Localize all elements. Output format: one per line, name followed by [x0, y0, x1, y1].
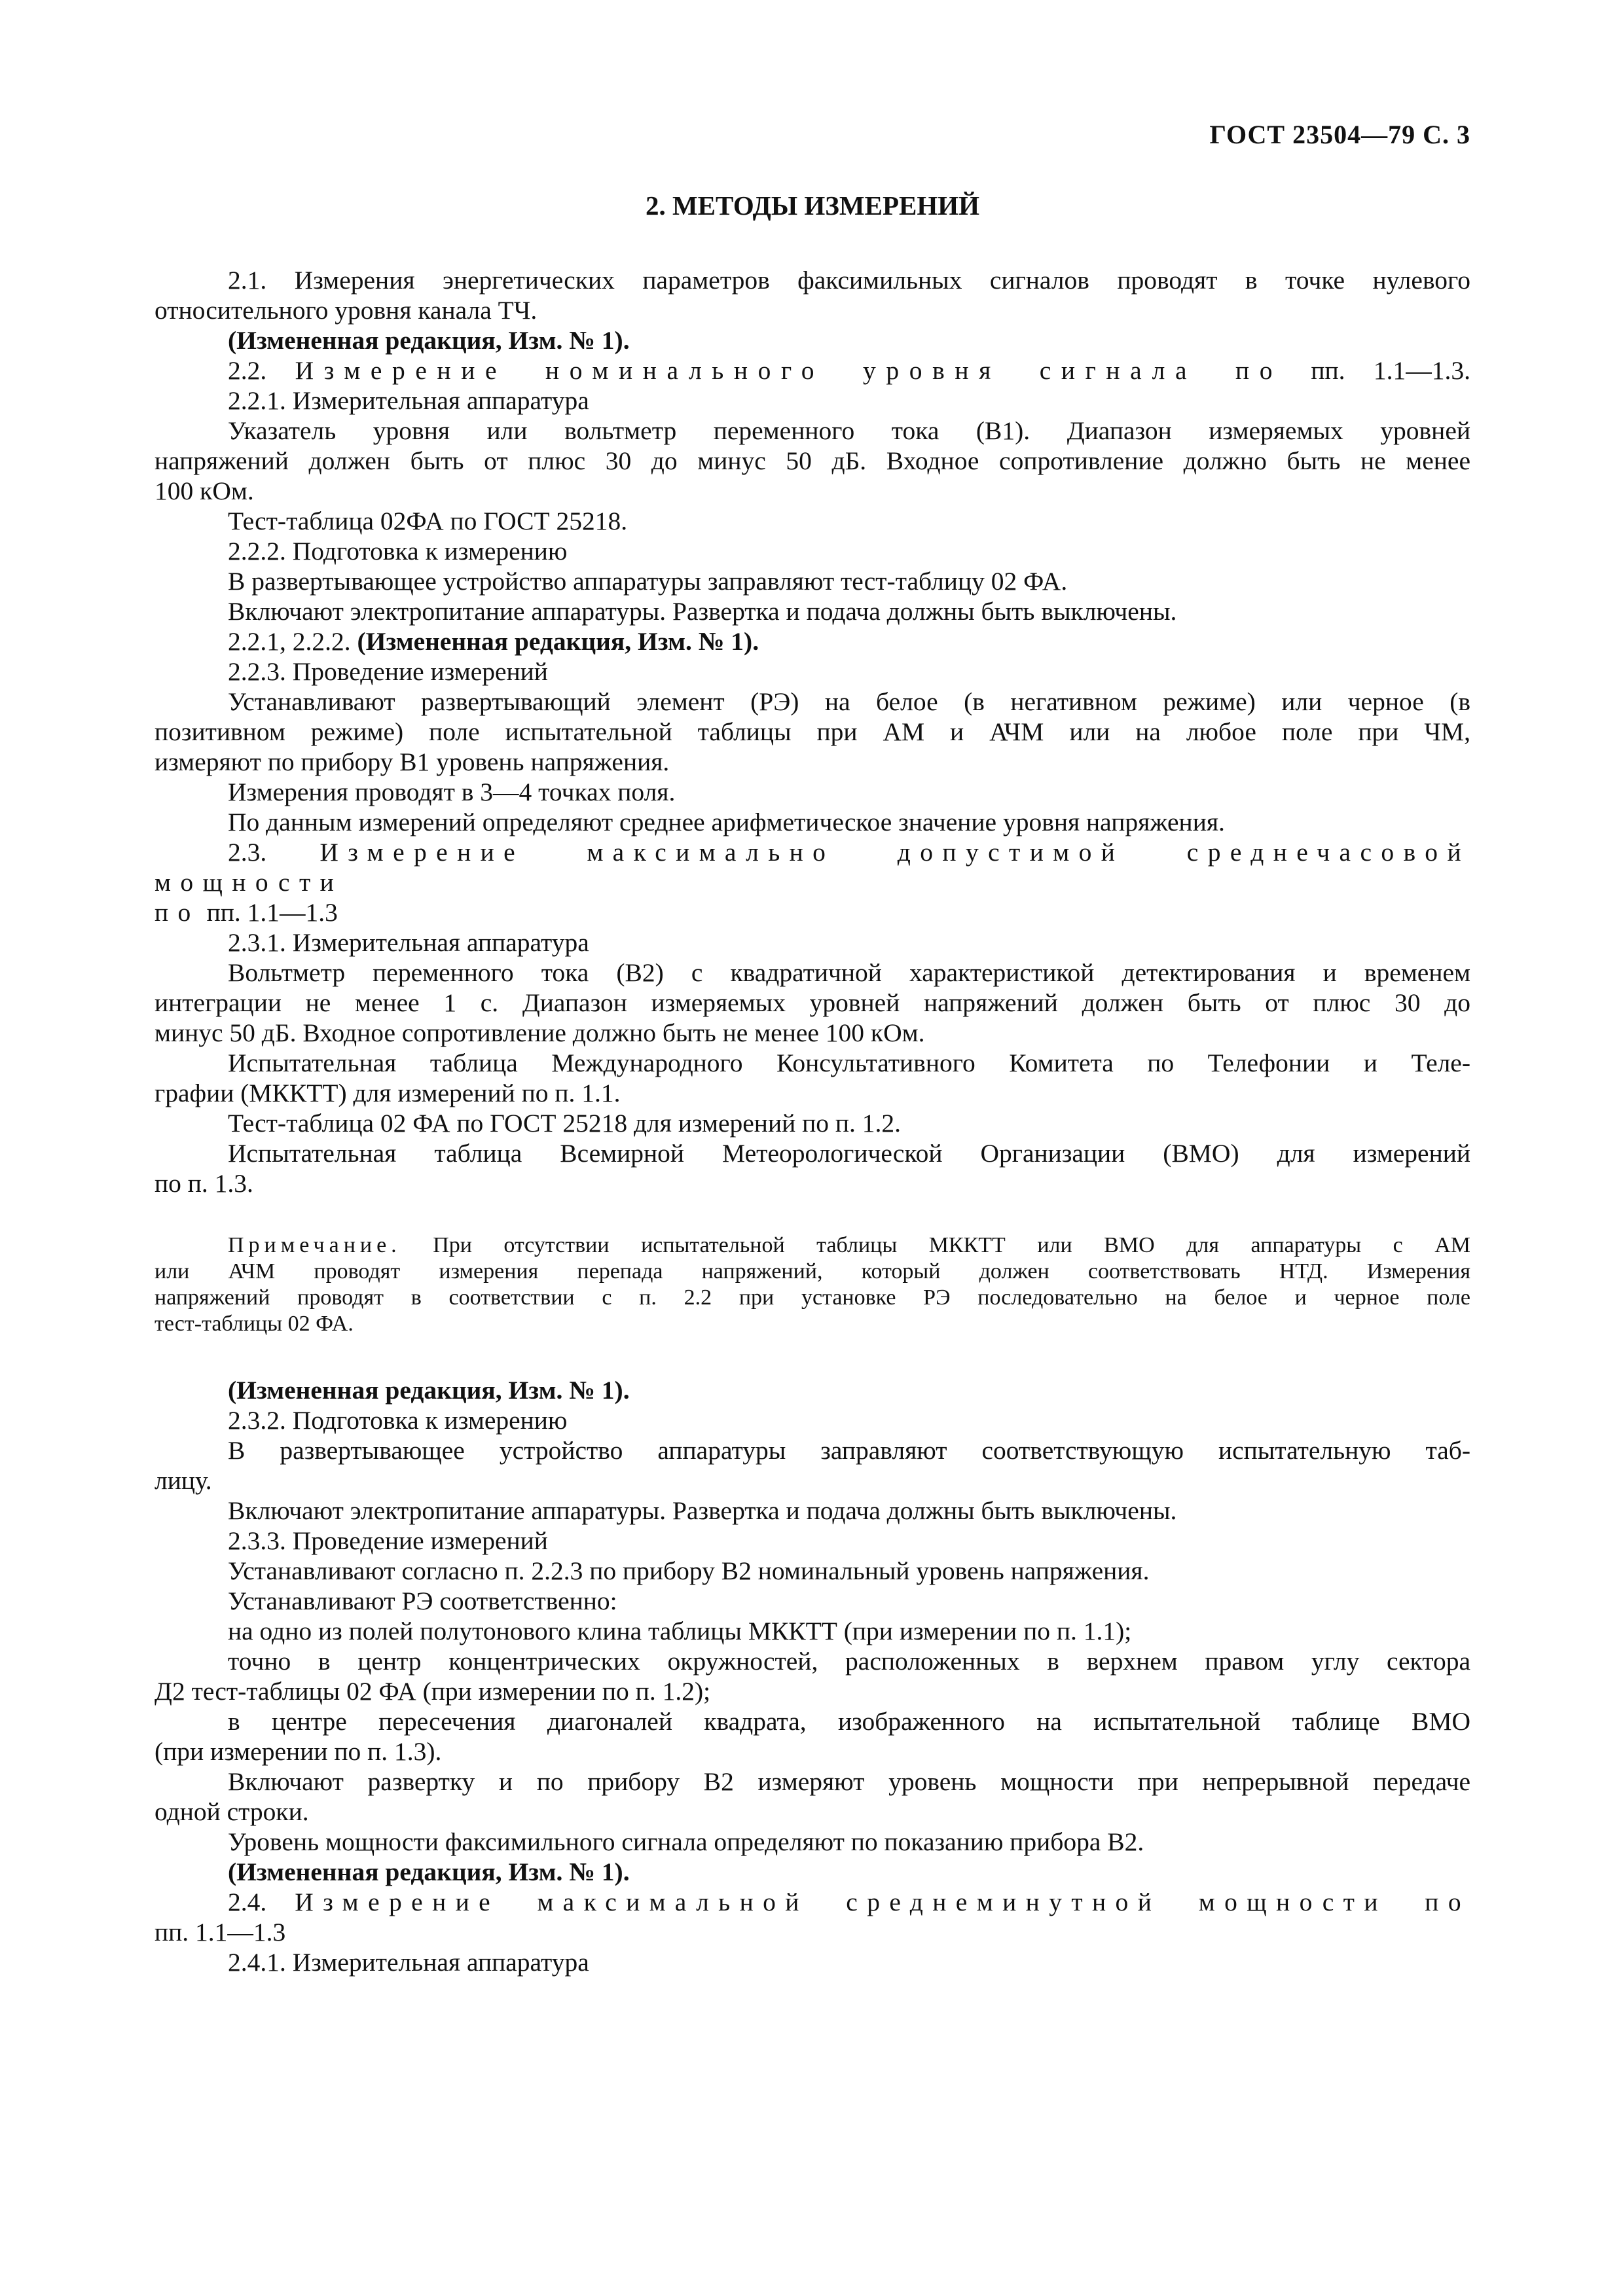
paragraph-line: (при измерении по п. 1.3). [155, 1737, 442, 1766]
paragraph-line: Уровень мощности факсимильного сигнала определяют по показанию прибора В2. [228, 1827, 1144, 1856]
clause-reference: пп. 1.1—1.3 [206, 898, 338, 927]
paragraph-line: в центре пересечения диагоналей квадрата, изображенного на испытательной таблице ВМО [228, 1707, 1470, 1736]
paragraph-line: Тест-таблица 02ФА по ГОСТ 25218. [228, 507, 628, 535]
paragraph-line: По данным измерений определяют среднее арифметическое значение уровня напряжения. [228, 808, 1225, 836]
clause-number: 2.2. [228, 356, 267, 385]
clause-reference: пп. 1.1—1.3 [155, 1918, 286, 1946]
paragraph-line: Д2 тест-таблицы 02 ФА (при измерении по п. 1.2); [155, 1677, 711, 1706]
paragraph-line: интеграции не менее 1 с. Диапазон измеряемых уровней напряжений должен быть от плюс 30 до [155, 988, 1470, 1017]
paragraph-line: Указатель уровня или вольтметр переменного тока (В1). Диапазон измеряемых уровней [228, 416, 1470, 445]
document-header: ГОСТ 23504—79 С. 3 [1209, 120, 1470, 149]
clause-heading: 2.3.2. Подготовка к измерению [228, 1406, 568, 1435]
paragraph-line: Устанавливают РЭ соответственно: [228, 1587, 617, 1615]
amendment-note: (Измененная редакция, Изм. № 1). [228, 1857, 630, 1886]
spaced-heading: Измерение номинального уровня сигнала по [295, 356, 1283, 385]
clause-heading: 2.4.1. Измерительная аппаратура [228, 1948, 589, 1977]
note-line: тест-таблицы 02 ФА. [155, 1312, 354, 1336]
note-text: При отсутствии испытательной таблицы МККТТ или ВМО для аппаратуры с АМ [433, 1233, 1470, 1257]
spaced-heading: Измерение максимальной среднеминутной мощности по [295, 1888, 1470, 1916]
clause-heading: 2.3.1. Измерительная аппаратура [228, 928, 589, 957]
paragraph-line: позитивном режиме) поле испытательной таблицы при АМ и АЧМ или на любое поле при ЧМ, [155, 717, 1470, 746]
paragraph-line: В развертывающее устройство аппаратуры заправляют тест-таблицу 02 ФА. [228, 567, 1068, 596]
paragraph-line: графии (МККТТ) для измерений по п. 1.1. [155, 1079, 621, 1107]
paragraph-line: одной строки. [155, 1797, 309, 1826]
clause-numbers: 2.2.1, 2.2.2. [228, 627, 351, 656]
paragraph-line: Включают электропитание аппаратуры. Развертка и подача должны быть выключены. [228, 1496, 1177, 1525]
clause-heading: 2.3.3. Проведение измерений [228, 1526, 548, 1555]
amendment-note: (Измененная редакция, Изм. № 1). [228, 326, 630, 355]
spaced-heading: по [155, 898, 200, 927]
paragraph-line: напряжений должен быть от плюс 30 до минус 50 дБ. Входное сопротивление должно быть не менее [155, 446, 1470, 475]
paragraph-line: по п. 1.3. [155, 1169, 253, 1198]
spaced-heading: Измерение максимально допустимой среднечасовой мощности [155, 838, 1470, 897]
clause-heading: 2.2.2. Подготовка к измерению [228, 537, 568, 565]
paragraph-2-1-line: 2.1. Измерения энергетических параметров факсимильных сигналов проводят в точке нулевого [228, 266, 1470, 295]
note-line: напряжений проводят в соответствии с п. 2.2 при установке РЭ последовательно на белое и черное поле [155, 1285, 1470, 1310]
paragraph-line: 100 кОм. [155, 476, 254, 505]
clause-number: 2.4. [228, 1888, 267, 1916]
subsection-heading-2-3-cont [155, 897, 1470, 927]
paragraph-line: В развертывающее устройство аппаратуры заправляют соответствующую испытательную таб- [228, 1436, 1470, 1465]
paragraph-line: Измерения проводят в 3—4 точках поля. [228, 778, 676, 806]
note-line [155, 1232, 1470, 1259]
paragraph-line: Включают развертку и по прибору В2 измеряют уровень мощности при непрерывной передаче [228, 1767, 1470, 1796]
subsection-heading-2-4 [155, 1887, 1470, 1917]
note-line: или АЧМ проводят измерения перепада напряжений, который должен соответствовать НТД. Измерения [155, 1259, 1470, 1283]
amendment-note [155, 626, 1470, 656]
paragraph-line: измеряют по прибору В1 уровень напряжения. [155, 747, 670, 776]
paragraph-line: минус 50 дБ. Входное сопротивление должно быть не менее 100 кОм. [155, 1018, 925, 1047]
paragraph-line: Устанавливают согласно п. 2.2.3 по прибору В2 номинальный уровень напряжения. [228, 1556, 1150, 1585]
section-title: 2. МЕТОДЫ ИЗМЕРЕНИЙ [645, 190, 980, 221]
paragraph-line: Испытательная таблица Международного Консультативного Комитета по Телефонии и Теле- [228, 1049, 1470, 1077]
subsection-heading-2-2 [155, 355, 1470, 386]
paragraph-line: Вольтметр переменного тока (В2) с квадратичной характеристикой детектирования и временем [228, 958, 1470, 987]
paragraph-line: на одно из полей полутонового клина таблицы МККТТ (при измерении по п. 1.1); [228, 1617, 1132, 1645]
document-body [155, 265, 1470, 1977]
paragraph-line: Включают электропитание аппаратуры. Развертка и подача должны быть выключены. [228, 597, 1177, 626]
paragraph-line: Тест-таблица 02 ФА по ГОСТ 25218 для измерений по п. 1.2. [228, 1109, 902, 1138]
paragraph-line: лицу. [155, 1466, 212, 1495]
clause-reference: пп. 1.1—1.3. [1311, 356, 1470, 385]
amendment-bold: (Измененная редакция, Изм. № 1). [357, 627, 759, 656]
clause-heading: 2.2.3. Проведение измерений [228, 657, 548, 686]
subsection-heading-2-3 [155, 837, 1470, 897]
note-block [155, 1232, 1470, 1337]
clause-number: 2.3. [228, 838, 267, 867]
paragraph-line: Устанавливают развертывающий элемент (РЭ) на белое (в негативном режиме) или черное (в [228, 687, 1470, 716]
amendment-note: (Измененная редакция, Изм. № 1). [228, 1376, 630, 1405]
clause-heading: 2.2.1. Измерительная аппаратура [228, 386, 589, 415]
paragraph-line: Испытательная таблица Всемирной Метеорологической Организации (ВМО) для измерений [228, 1139, 1470, 1168]
note-label: Примечание. [228, 1233, 401, 1257]
paragraph-2-1-line: относительного уровня канала ТЧ. [155, 296, 538, 325]
paragraph-line: точно в центр концентрических окружностей, расположенных в верхнем правом углу сектора [228, 1647, 1470, 1676]
